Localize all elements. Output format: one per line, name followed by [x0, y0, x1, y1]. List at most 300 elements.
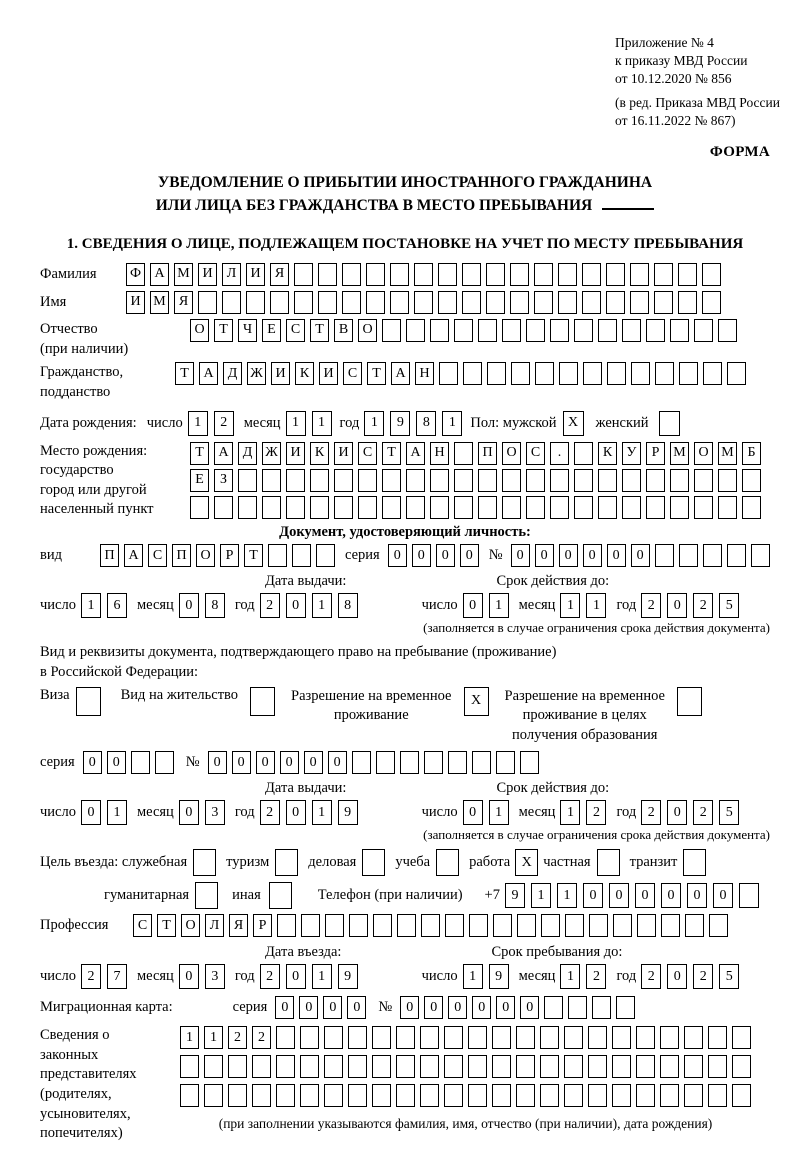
char-cell [564, 1026, 583, 1049]
char-cell: Ч [238, 319, 257, 342]
stay-until-date-group [422, 964, 740, 989]
char-cell: К [295, 362, 314, 385]
char-cell [324, 1084, 343, 1107]
char-cell [655, 362, 674, 385]
char-cell: Т [244, 544, 263, 567]
char-cell: 1 [463, 964, 483, 989]
char-cell: 0 [631, 544, 650, 567]
female-checkbox [659, 411, 680, 436]
char-cell [702, 263, 721, 286]
surname-row [40, 263, 770, 286]
char-cell [510, 263, 529, 286]
char-cell [516, 1026, 535, 1049]
char-cell: 2 [693, 800, 713, 825]
char-cell: 2 [641, 593, 661, 618]
char-cell: Т [382, 442, 401, 465]
char-cell: С [358, 442, 377, 465]
series-label: серия [345, 547, 380, 564]
char-cell [598, 496, 617, 519]
char-cell: Л [222, 263, 241, 286]
char-cell: 1 [586, 593, 606, 618]
tourism-label: туризм [226, 854, 270, 871]
char-cell [660, 1055, 679, 1078]
char-cell: М [670, 442, 689, 465]
char-cell [550, 496, 569, 519]
birth-year-cells [364, 411, 462, 436]
char-cell: К [310, 442, 329, 465]
char-cell: 5 [719, 800, 739, 825]
char-cell [414, 291, 433, 314]
char-cell: С [148, 544, 167, 567]
char-cell [526, 496, 545, 519]
char-cell [463, 362, 482, 385]
char-cell: 0 [81, 800, 101, 825]
char-cell [684, 1026, 703, 1049]
char-cell: 7 [107, 964, 127, 989]
char-cell: 0 [583, 883, 603, 908]
char-cell [468, 1055, 487, 1078]
birth-month-cells [286, 411, 332, 436]
char-cell [678, 291, 697, 314]
char-cell [462, 291, 481, 314]
char-cell [540, 1026, 559, 1049]
char-cell: 2 [260, 964, 280, 989]
char-cell [334, 496, 353, 519]
char-cell: М [150, 291, 169, 314]
char-cell: Т [367, 362, 386, 385]
char-cell [390, 263, 409, 286]
char-cell [606, 291, 625, 314]
char-cell: 0 [304, 751, 323, 774]
char-cell [238, 496, 257, 519]
char-cell [540, 1055, 559, 1078]
char-cell [631, 362, 650, 385]
char-cell [445, 914, 464, 937]
month-label: месяц [136, 804, 174, 821]
legal-reps-block [40, 1026, 770, 1143]
char-cell [276, 1084, 295, 1107]
appendix-line: Приложение № 4 [615, 35, 714, 50]
char-cell: П [100, 544, 119, 567]
char-cell: Е [262, 319, 281, 342]
char-cell [718, 469, 737, 492]
char-cell [396, 1026, 415, 1049]
entry-month-cells [179, 964, 225, 989]
day-label: число [146, 414, 183, 431]
char-cell [318, 263, 337, 286]
char-cell [444, 1055, 463, 1078]
char-cell [406, 319, 425, 342]
char-cell [616, 996, 635, 1019]
char-cell: 1 [204, 1026, 223, 1049]
char-cell: С [286, 319, 305, 342]
char-cell [613, 914, 632, 937]
char-cell [420, 1026, 439, 1049]
day-label: число [40, 968, 76, 985]
name-label: Имя [40, 293, 67, 310]
char-cell [492, 1084, 511, 1107]
migration-card-row [40, 996, 770, 1019]
birth-date-label: Дата рождения: [40, 414, 137, 431]
res-valid-year-cells [641, 800, 739, 825]
char-cell [541, 914, 560, 937]
char-cell [486, 263, 505, 286]
id-valid-date-group [422, 593, 740, 618]
char-cell: 3 [205, 800, 225, 825]
year-label: год [234, 968, 255, 985]
char-cell [486, 291, 505, 314]
char-cell [198, 291, 217, 314]
entry-date-group [40, 964, 358, 989]
id-series-cells [388, 544, 479, 567]
char-cell: 0 [400, 996, 419, 1019]
char-cell [708, 1055, 727, 1078]
char-cell: О [694, 442, 713, 465]
male-checkbox: X [563, 411, 584, 436]
char-cell: 0 [286, 800, 306, 825]
char-cell [679, 362, 698, 385]
section1-title: 1. СВЕДЕНИЯ О ЛИЦЕ, ПОДЛЕЖАЩЕМ ПОСТАНОВКЕ НА УЧЕТ ПО МЕСТУ ПРЕБЫВАНИЯ [66, 235, 744, 252]
identity-doc-header: Документ, удостоверяющий личность: [279, 524, 531, 541]
char-cell [294, 291, 313, 314]
char-cell: А [406, 442, 425, 465]
entry-dates-row [40, 964, 770, 989]
char-cell: 1 [286, 411, 306, 436]
char-cell [348, 1084, 367, 1107]
char-cell: 1 [312, 593, 332, 618]
char-cell: 1 [560, 800, 580, 825]
char-cell: 0 [424, 996, 443, 1019]
char-cell: 0 [635, 883, 655, 908]
char-cell [694, 319, 713, 342]
char-cell [511, 362, 530, 385]
char-cell [396, 1055, 415, 1078]
char-cell [534, 291, 553, 314]
char-cell [318, 291, 337, 314]
identity-doc-row [40, 544, 770, 567]
study-label: учеба [395, 854, 431, 871]
char-cell: 9 [505, 883, 525, 908]
char-cell [276, 1055, 295, 1078]
entry-date-label: Дата въезда: [265, 944, 342, 961]
title-blank-line [602, 204, 654, 210]
birth-place-label: Место рождения: государство город или другой населенный пункт [40, 442, 154, 518]
char-cell [376, 751, 395, 774]
char-cell [396, 1084, 415, 1107]
other-purpose-checkbox [269, 882, 292, 909]
char-cell [607, 362, 626, 385]
name-row [40, 291, 770, 314]
char-cell: 2 [586, 964, 606, 989]
char-cell: П [172, 544, 191, 567]
char-cell: 1 [188, 411, 208, 436]
char-cell: 0 [583, 544, 602, 567]
char-cell [268, 544, 287, 567]
char-cell [334, 469, 353, 492]
transit-label: транзит [629, 854, 678, 871]
series-label: серия [232, 999, 268, 1016]
char-cell: 1 [312, 411, 332, 436]
char-cell: К [598, 442, 617, 465]
char-cell: 2 [228, 1026, 247, 1049]
id-dates-row [40, 593, 770, 618]
birth-place-row1-cells [190, 442, 761, 465]
char-cell [702, 291, 721, 314]
char-cell [739, 883, 759, 908]
char-cell [372, 1055, 391, 1078]
residence-permit-checkbox [250, 687, 275, 716]
char-cell [487, 362, 506, 385]
citizenship-cells [175, 362, 746, 385]
char-cell [492, 1055, 511, 1078]
char-cell [454, 469, 473, 492]
char-cell [286, 496, 305, 519]
char-cell: В [334, 319, 353, 342]
char-cell: 0 [299, 996, 318, 1019]
id-issue-day-cells [81, 593, 127, 618]
month-label: месяц [518, 968, 556, 985]
res-restriction-note: (заполняется в случае ограничения срока действия документа) [423, 827, 770, 843]
surname-cells [126, 263, 721, 286]
char-cell: 9 [489, 964, 509, 989]
char-cell [439, 362, 458, 385]
char-cell: 9 [338, 964, 358, 989]
char-cell [228, 1055, 247, 1078]
id-dates-header-row [40, 573, 770, 590]
char-cell [526, 469, 545, 492]
number-sign: № [378, 999, 393, 1016]
char-cell [718, 319, 737, 342]
char-cell [214, 496, 233, 519]
char-cell: И [126, 291, 145, 314]
char-cell: О [181, 914, 200, 937]
char-cell [438, 291, 457, 314]
char-cell: 8 [205, 593, 225, 618]
char-cell [228, 1084, 247, 1107]
char-cell: А [391, 362, 410, 385]
entry-purpose-label: Цель въезда: служебная [40, 854, 188, 871]
official-checkbox [193, 849, 216, 876]
res-issue-date-group [40, 800, 358, 825]
char-cell: 1 [107, 800, 127, 825]
valid-until-label: Срок действия до: [496, 573, 610, 590]
char-cell [325, 914, 344, 937]
stay-until-label: Срок пребывания до: [491, 944, 623, 961]
char-cell [382, 469, 401, 492]
char-cell [660, 1026, 679, 1049]
purpose-phone-row [40, 882, 770, 909]
entry-dates-header-row [40, 944, 770, 961]
char-cell [372, 1026, 391, 1049]
transit-checkbox [683, 849, 706, 876]
char-cell: А [199, 362, 218, 385]
birth-place-row2-cells [190, 469, 761, 492]
char-cell: Р [646, 442, 665, 465]
char-cell [349, 914, 368, 937]
char-cell: И [271, 362, 290, 385]
char-cell: 0 [323, 996, 342, 1019]
char-cell: И [334, 442, 353, 465]
char-cell: 1 [531, 883, 551, 908]
citizenship-row [40, 362, 770, 403]
char-cell [406, 496, 425, 519]
business-label: деловая [308, 854, 357, 871]
char-cell: 0 [179, 964, 199, 989]
char-cell [709, 914, 728, 937]
private-checkbox [597, 849, 620, 876]
char-cell [718, 496, 737, 519]
legal-reps-row1-cells [180, 1026, 751, 1049]
char-cell: У [622, 442, 641, 465]
char-cell [582, 291, 601, 314]
study-checkbox [436, 849, 459, 876]
char-cell: 0 [256, 751, 275, 774]
temp-residence-edu-label: Разрешение на временное проживание в целях получения образования [504, 687, 665, 743]
char-cell [316, 544, 335, 567]
char-cell [502, 496, 521, 519]
char-cell: Д [238, 442, 257, 465]
char-cell [276, 1026, 295, 1049]
char-cell [252, 1055, 271, 1078]
char-cell: 0 [667, 800, 687, 825]
char-cell [348, 1055, 367, 1078]
char-cell: 0 [661, 883, 681, 908]
char-cell: 1 [489, 800, 509, 825]
char-cell [454, 319, 473, 342]
char-cell [559, 362, 578, 385]
char-cell: М [174, 263, 193, 286]
char-cell: 5 [719, 964, 739, 989]
profession-row [40, 914, 770, 937]
char-cell: 0 [496, 996, 515, 1019]
revision-block [615, 94, 780, 130]
char-cell [565, 914, 584, 937]
temp-residence-label: Разрешение на временное проживание [291, 687, 452, 724]
char-cell [382, 496, 401, 519]
char-cell [637, 914, 656, 937]
appendix-line: к приказу МВД России [615, 53, 748, 69]
char-cell: А [124, 544, 143, 567]
char-cell: Н [430, 442, 449, 465]
char-cell [540, 1084, 559, 1107]
birth-day-cells [188, 411, 234, 436]
char-cell [131, 751, 150, 774]
res-valid-date-group [422, 800, 740, 825]
year-label: год [339, 414, 360, 431]
char-cell: 0 [286, 964, 306, 989]
residence-doc-number-row [40, 751, 770, 774]
char-cell: Ж [262, 442, 281, 465]
char-cell [516, 1055, 535, 1078]
char-cell: Я [270, 263, 289, 286]
legal-reps-note: (при заполнении указываются фамилия, имя, отчество (при наличии), дата рождения) [218, 1116, 713, 1132]
char-cell [622, 469, 641, 492]
char-cell: 0 [280, 751, 299, 774]
char-cell [400, 751, 419, 774]
char-cell [558, 263, 577, 286]
char-cell [742, 469, 761, 492]
char-cell: Я [174, 291, 193, 314]
char-cell: 6 [107, 593, 127, 618]
char-cell: 0 [559, 544, 578, 567]
char-cell [430, 496, 449, 519]
id-valid-year-cells [641, 593, 739, 618]
legal-reps-row2-cells [180, 1055, 751, 1078]
migration-card-label: Миграционная карта: [40, 999, 173, 1016]
char-cell: П [478, 442, 497, 465]
day-label: число [40, 597, 76, 614]
char-cell: Б [742, 442, 761, 465]
char-cell [421, 914, 440, 937]
char-cell [372, 1084, 391, 1107]
char-cell [238, 469, 257, 492]
char-cell: 0 [607, 544, 626, 567]
char-cell [292, 544, 311, 567]
birth-place-cells-col [190, 442, 761, 519]
entry-purpose-row [40, 849, 770, 876]
char-cell: 0 [83, 751, 102, 774]
char-cell [564, 1055, 583, 1078]
legal-reps-row3-cells [180, 1084, 751, 1107]
char-cell: 3 [205, 964, 225, 989]
char-cell [655, 544, 674, 567]
char-cell [420, 1084, 439, 1107]
char-cell [277, 914, 296, 937]
char-cell [630, 263, 649, 286]
char-cell [448, 751, 467, 774]
name-cells [126, 291, 721, 314]
char-cell [468, 1026, 487, 1049]
char-cell [438, 263, 457, 286]
char-cell [727, 362, 746, 385]
sex-female-label: женский [595, 414, 649, 431]
char-cell [342, 263, 361, 286]
char-cell [262, 469, 281, 492]
char-cell: 0 [535, 544, 554, 567]
char-cell: 0 [107, 751, 126, 774]
char-cell [670, 469, 689, 492]
char-cell [558, 291, 577, 314]
char-cell: О [358, 319, 377, 342]
id-kind-cells [100, 544, 335, 567]
temp-residence-edu-checkbox [677, 687, 702, 716]
year-label: год [234, 597, 255, 614]
char-cell: 1 [489, 593, 509, 618]
char-cell [454, 442, 473, 465]
char-cell [492, 1026, 511, 1049]
legal-reps-cells-col [180, 1026, 751, 1133]
issue-date-label: Дата выдачи: [265, 573, 347, 590]
char-cell [204, 1084, 223, 1107]
char-cell: Т [190, 442, 209, 465]
temp-residence-checkbox: X [464, 687, 489, 716]
char-cell [180, 1055, 199, 1078]
char-cell: 0 [667, 593, 687, 618]
char-cell [670, 496, 689, 519]
char-cell [598, 319, 617, 342]
char-cell: 8 [416, 411, 436, 436]
char-cell [574, 442, 593, 465]
res-dates-row [40, 800, 770, 825]
char-cell: Л [205, 914, 224, 937]
month-label: месяц [136, 597, 174, 614]
char-cell: Я [229, 914, 248, 937]
residence-type-row [40, 687, 770, 746]
issue-date-label: Дата выдачи: [265, 780, 347, 797]
phone-label: Телефон (при наличии) [317, 887, 463, 904]
char-cell [444, 1026, 463, 1049]
residence-doc-line2: в Российской Федерации: [40, 664, 199, 681]
